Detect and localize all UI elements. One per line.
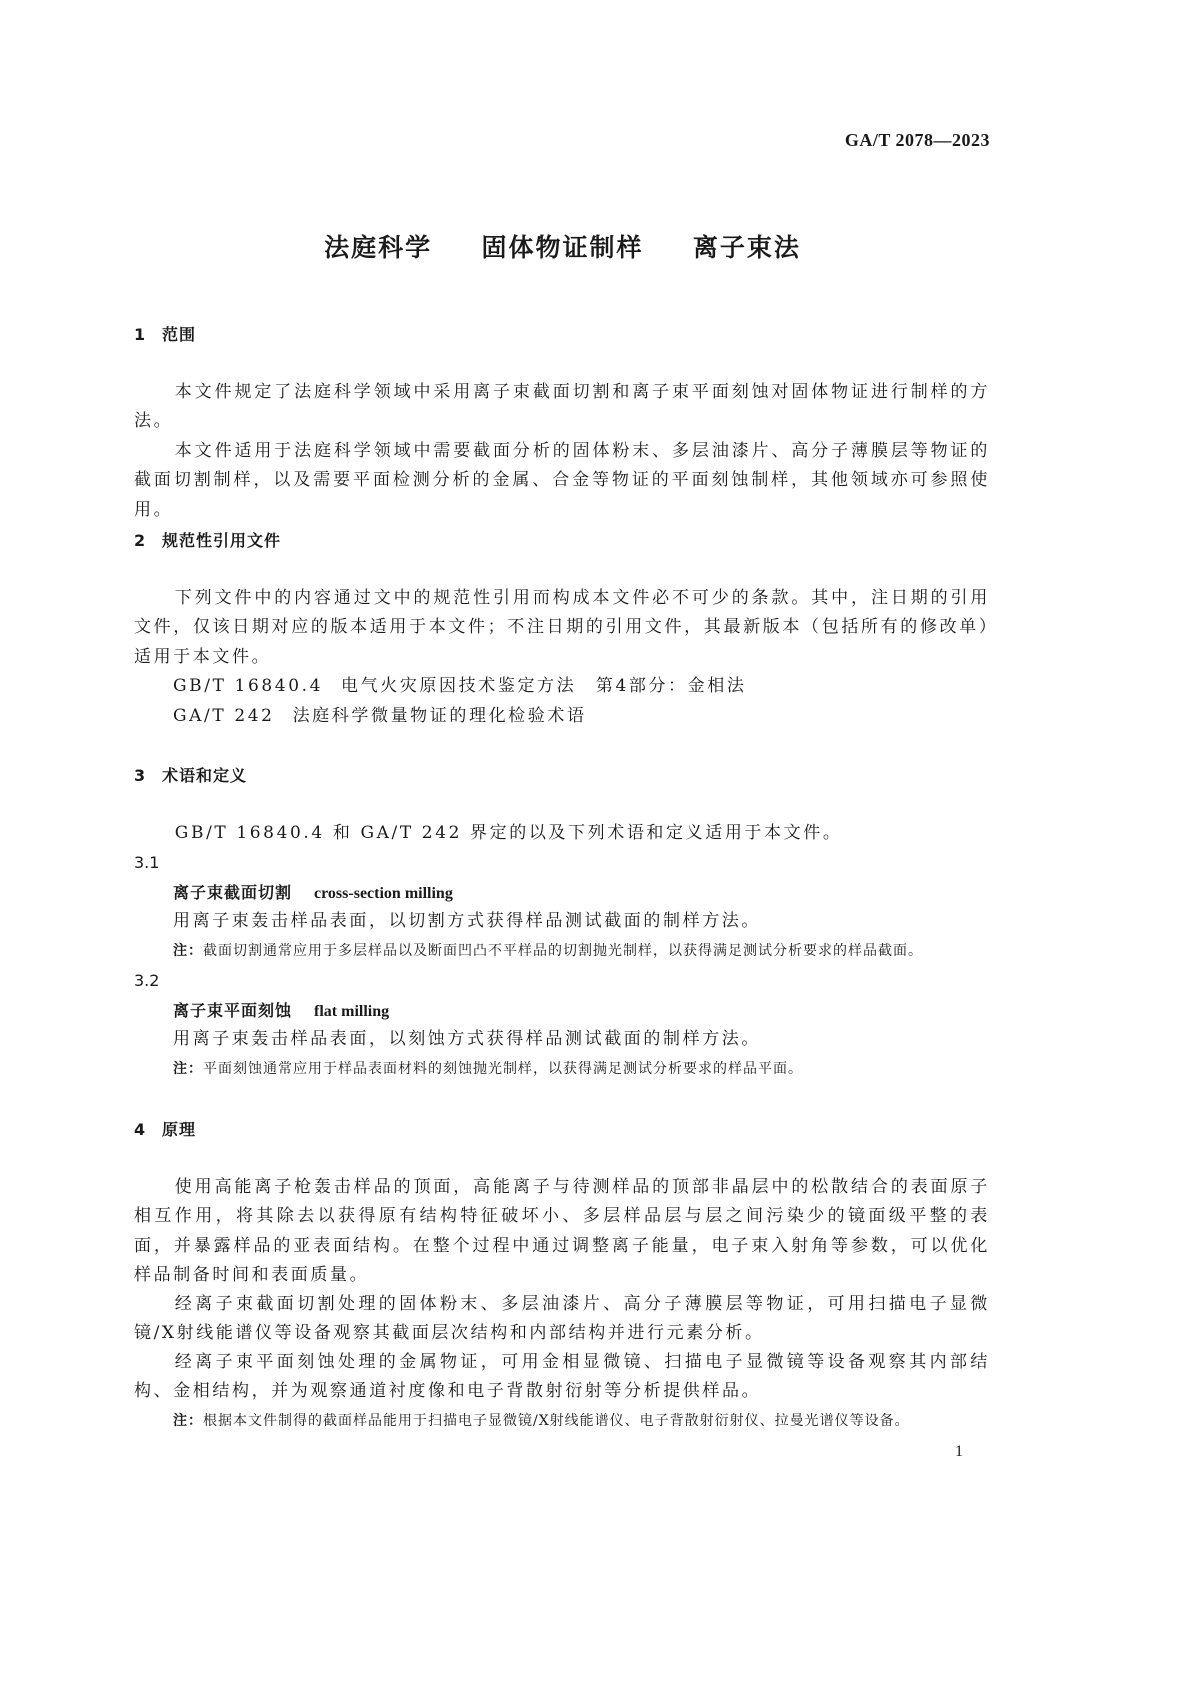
term-number: 3.1 bbox=[134, 853, 160, 872]
section-number: 3 bbox=[134, 766, 147, 785]
note bbox=[134, 937, 1053, 966]
paragraph: 下列文件中的内容通过文中的规范性引用而构成本文件必不可少的条款。其中，注日期的引用文件，仅该日期对应的版本适用于本文件；不注日期的引用文件，其最新版本（包括所有的修改单）适用于本文件。 bbox=[134, 588, 990, 667]
section-title: 规范性引用文件 bbox=[162, 531, 282, 550]
note-text: 截面切割通常应用于多层样品以及断面凹凸不平样品的切割抛光制样，以获得满足测试分析要求的样品截面。 bbox=[203, 943, 923, 959]
term-number: 3.2 bbox=[134, 971, 160, 990]
term-zh: 离子束平面刻蚀 bbox=[173, 1001, 293, 1020]
page-title: 法庭科学 固体物证制样 离子束法 bbox=[324, 233, 801, 262]
reference-code: GB/T 16840.4 bbox=[173, 676, 324, 696]
section-number: 2 bbox=[134, 531, 147, 550]
note-label: 注： bbox=[173, 1061, 203, 1077]
section-number: 4 bbox=[134, 1120, 147, 1139]
term-en: flat milling bbox=[314, 1003, 390, 1020]
section-number: 1 bbox=[134, 325, 147, 344]
note-text: 根据本文件制得的截面样品能用于扫描电子显微镜/X射线能谱仪、电子背散射衍射仪、拉曼光谱仪等设备。 bbox=[203, 1413, 910, 1429]
term-en: cross-section milling bbox=[314, 885, 453, 902]
note bbox=[134, 1055, 1053, 1084]
section-title: 术语和定义 bbox=[162, 766, 248, 785]
term-heading bbox=[134, 996, 990, 1026]
term-heading bbox=[134, 878, 990, 908]
paragraph: 使用高能离子枪轰击样品的顶面，高能离子与待测样品的顶部非晶层中的松散结合的表面原子相互作用，将其除去以获得原有结构特征破坏小、多层样品层与层之间污染少的镜面级平整的表面，并暴露样品的亚表面结构。在整个过程中通过调整离子能量，电子束入射角等参数，可以优化样品制备时间和表面质量。 bbox=[134, 1177, 990, 1286]
section-2-heading bbox=[134, 526, 990, 555]
note bbox=[134, 1407, 1053, 1436]
page-number: 1 bbox=[955, 1443, 963, 1460]
section-title: 原理 bbox=[162, 1120, 197, 1139]
reference-code: GA/T 242 bbox=[173, 706, 275, 726]
reference-name: 法庭科学微量物证的理化检验术语 bbox=[292, 706, 587, 726]
paragraph: 本文件适用于法庭科学领域中需要截面分析的固体粉末、多层油漆片、高分子薄膜层等物证的截面切割制样，以及需要平面检测分析的金属、合金等物证的平面刻蚀制样，其他领域亦可参照使用。 bbox=[134, 441, 990, 520]
reference-name: 电气火灾原因技术鉴定方法 第4部分：金相法 bbox=[341, 676, 747, 696]
note-text: 平面刻蚀通常应用于样品表面材料的刻蚀抛光制样，以获得满足测试分析要求的样品平面。 bbox=[203, 1061, 803, 1077]
standard-number: GA/T 2078—2023 bbox=[844, 130, 990, 150]
paragraph: 本文件规定了法庭科学领域中采用离子束截面切割和离子束平面刻蚀对固体物证进行制样的方法。 bbox=[134, 382, 990, 432]
term-definition: 用离子束轰击样品表面，以刻蚀方式获得样品测试截面的制样方法。 bbox=[173, 1029, 761, 1049]
paragraph: 经离子束平面刻蚀处理的金属物证，可用金相显微镜、扫描电子显微镜等设备观察其内部结构、金相结构，并为观察通道衬度像和电子背散射衍射等分析提供样品。 bbox=[134, 1352, 990, 1402]
note-label: 注： bbox=[173, 943, 203, 959]
section-3-heading bbox=[134, 761, 990, 790]
reference-item bbox=[134, 702, 990, 731]
paragraph: GB/T 16840.4 和 GA/T 242 界定的以及下列术语和定义适用于本文件。 bbox=[174, 823, 843, 843]
section-title: 范围 bbox=[162, 325, 197, 344]
reference-item bbox=[134, 672, 990, 701]
term-definition: 用离子束轰击样品表面，以切割方式获得样品测试截面的制样方法。 bbox=[173, 911, 761, 931]
note-label: 注： bbox=[173, 1413, 203, 1429]
section-4-heading bbox=[134, 1115, 990, 1144]
paragraph: 经离子束截面切割处理的固体粉末、多层油漆片、高分子薄膜层等物证，可用扫描电子显微镜/X射线能谱仪等设备观察其截面层次结构和内部结构并进行元素分析。 bbox=[134, 1294, 990, 1344]
term-zh: 离子束截面切割 bbox=[173, 883, 293, 902]
section-1-heading bbox=[134, 320, 990, 349]
